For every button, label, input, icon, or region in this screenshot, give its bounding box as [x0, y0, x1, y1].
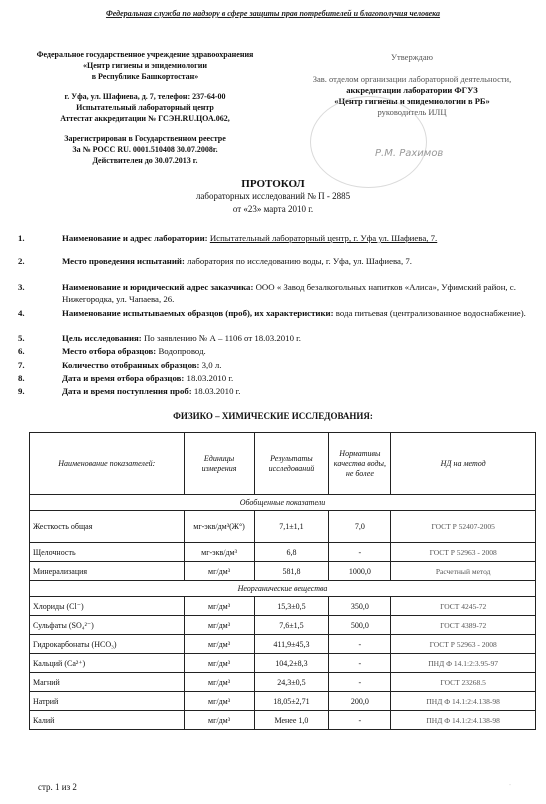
- approval-line: руководитель ИЛЦ: [377, 107, 447, 117]
- lab-registry: Зарегистрирован в Государственном реестре: [64, 134, 226, 143]
- approval-line: «Центр гигиены и эпидемиологии в РБ»: [334, 96, 490, 106]
- table-row: Щелочность мг-экв/дм³ 6,8 - ГОСТ Р 52963 - 2008: [30, 543, 536, 562]
- lab-header-line: Федеральное государственное учреждение здравоохранения: [36, 50, 254, 59]
- lab-registry-number: За № РОСС RU. 0001.510408 30.07.2008г.: [72, 145, 218, 154]
- section-row: Неорганические вещества: [30, 581, 536, 597]
- lab-center-name: Испытательный лабораторный центр: [76, 103, 214, 112]
- table-row: Минерализация мг/дм³ 581,8 1000,0 Расчетный метод: [30, 562, 536, 581]
- info-item: 6. Место отбора образцов: Водопровод.: [18, 346, 206, 356]
- lab-accreditation: Аттестат аккредитации № ГСЭН.RU.ЦОА.062,: [60, 114, 230, 123]
- table-row: Жесткость общая мг-экв/дм³(Ж°) 7,1±1,1 7,0 ГОСТ Р 52407-2005: [30, 511, 536, 543]
- lab-header-line: в Республике Башкортостан»: [91, 72, 199, 81]
- table-row: Магний мг/дм³ 24,3±0,5 - ГОСТ 23268.5: [30, 673, 536, 692]
- physchem-title: ФИЗИКО – ХИМИЧЕСКИЕ ИССЛЕДОВАНИЯ:: [173, 411, 373, 421]
- info-item: 5. Цель исследования: По заявлению № А – 1106 от 18.03.2010 г.: [18, 333, 301, 343]
- info-item: 2. Место проведения испытаний: лаборатория по исследованию воды, г. Уфа, ул. Шафиева, 7.: [18, 256, 412, 266]
- header-unit: Единицы измерения: [184, 433, 254, 495]
- protocol-title: ПРОТОКОЛ: [241, 178, 305, 190]
- header-indicator: Наименование показателей:: [30, 433, 185, 495]
- lab-header: [14, 49, 276, 166]
- table-row: Натрий мг/дм³ 18,05±2,71 200,0 ПНД Ф 14.1:2:4.138-98: [30, 692, 536, 711]
- info-item: 9. Дата и время поступления проб: 18.03.2010 г.: [18, 386, 241, 396]
- table-header-row: [30, 433, 536, 495]
- lab-header-line: «Центр гигиены и эпидемиологии: [83, 61, 207, 70]
- table-row: Хлориды (Cl⁻) мг/дм³ 15,3±0,5 350,0 ГОСТ 4245-72: [30, 597, 536, 616]
- seal-stamp: [310, 96, 427, 188]
- agency-banner: Федеральная служба по надзору в сфере защиты прав потребителей и благополучия человека: [105, 9, 441, 18]
- header-method: НД на метод: [391, 433, 536, 495]
- approval-line: Зав. отделом организации лабораторной деятельности,: [312, 74, 512, 84]
- section-row: Обобщенные показатели: [30, 495, 536, 511]
- results-table: [29, 432, 536, 730]
- header-result: Результаты исследований: [254, 433, 329, 495]
- info-item: 1. Наименование и адрес лаборатории: Испытательный лабораторный центр, г. Уфа ул. Шафиева, 7.: [18, 233, 438, 243]
- protocol-date: от «23» марта 2010 г.: [232, 204, 314, 214]
- table-row: Гидрокарбонаты (HCO₃) мг/дм³ 411,9±45,3 - ГОСТ Р 52963 - 2008: [30, 635, 536, 654]
- lab-validity: Действителен до 30.07.2013 г.: [92, 156, 198, 165]
- info-item: 8. Дата и время отбора образцов: 18.03.2010 г.: [18, 373, 234, 383]
- table-row: Кальций (Ca²⁺) мг/дм³ 104,2±8,3 - ПНД Ф 14.1:2:3.95-97: [30, 654, 536, 673]
- info-item: 4. Наименование испытываемых образцов (проб), их характеристики: вода питьевая (централизованное водоснабжение).: [18, 308, 526, 318]
- signature: Р.М. Рахимов: [375, 148, 444, 159]
- lab-address: г. Уфа, ул. Шафиева, д. 7, телефон: 237-64-00: [64, 92, 226, 101]
- page-number: стр. 1 из 2: [38, 782, 77, 792]
- protocol-number: лабораторных исследований № П - 2885: [195, 191, 351, 201]
- table-row: Калий мг/дм³ Менее 1,0 - ПНД Ф 14.1:2:4.138-98: [30, 711, 536, 730]
- table-row: Сульфаты (SO₄²⁻) мг/дм³ 7,6±1,5 500,0 ГОСТ 4389-72: [30, 616, 536, 635]
- approval-line: аккредитации лаборатории ФГУЗ: [346, 85, 478, 95]
- info-item: 3. Наименование и юридический адрес заказчика: ООО « Завод безалкогольных напитков «Алиса», Уфимский район, с. Нижегородка, ул. Чапаева, 26.: [18, 282, 516, 304]
- info-item: 7. Количество отобранных образцов: 3,0 л.: [18, 360, 222, 370]
- approval-title: Утверждаю: [390, 52, 434, 62]
- header-norm: Нормативы качества воды, не более: [329, 433, 391, 495]
